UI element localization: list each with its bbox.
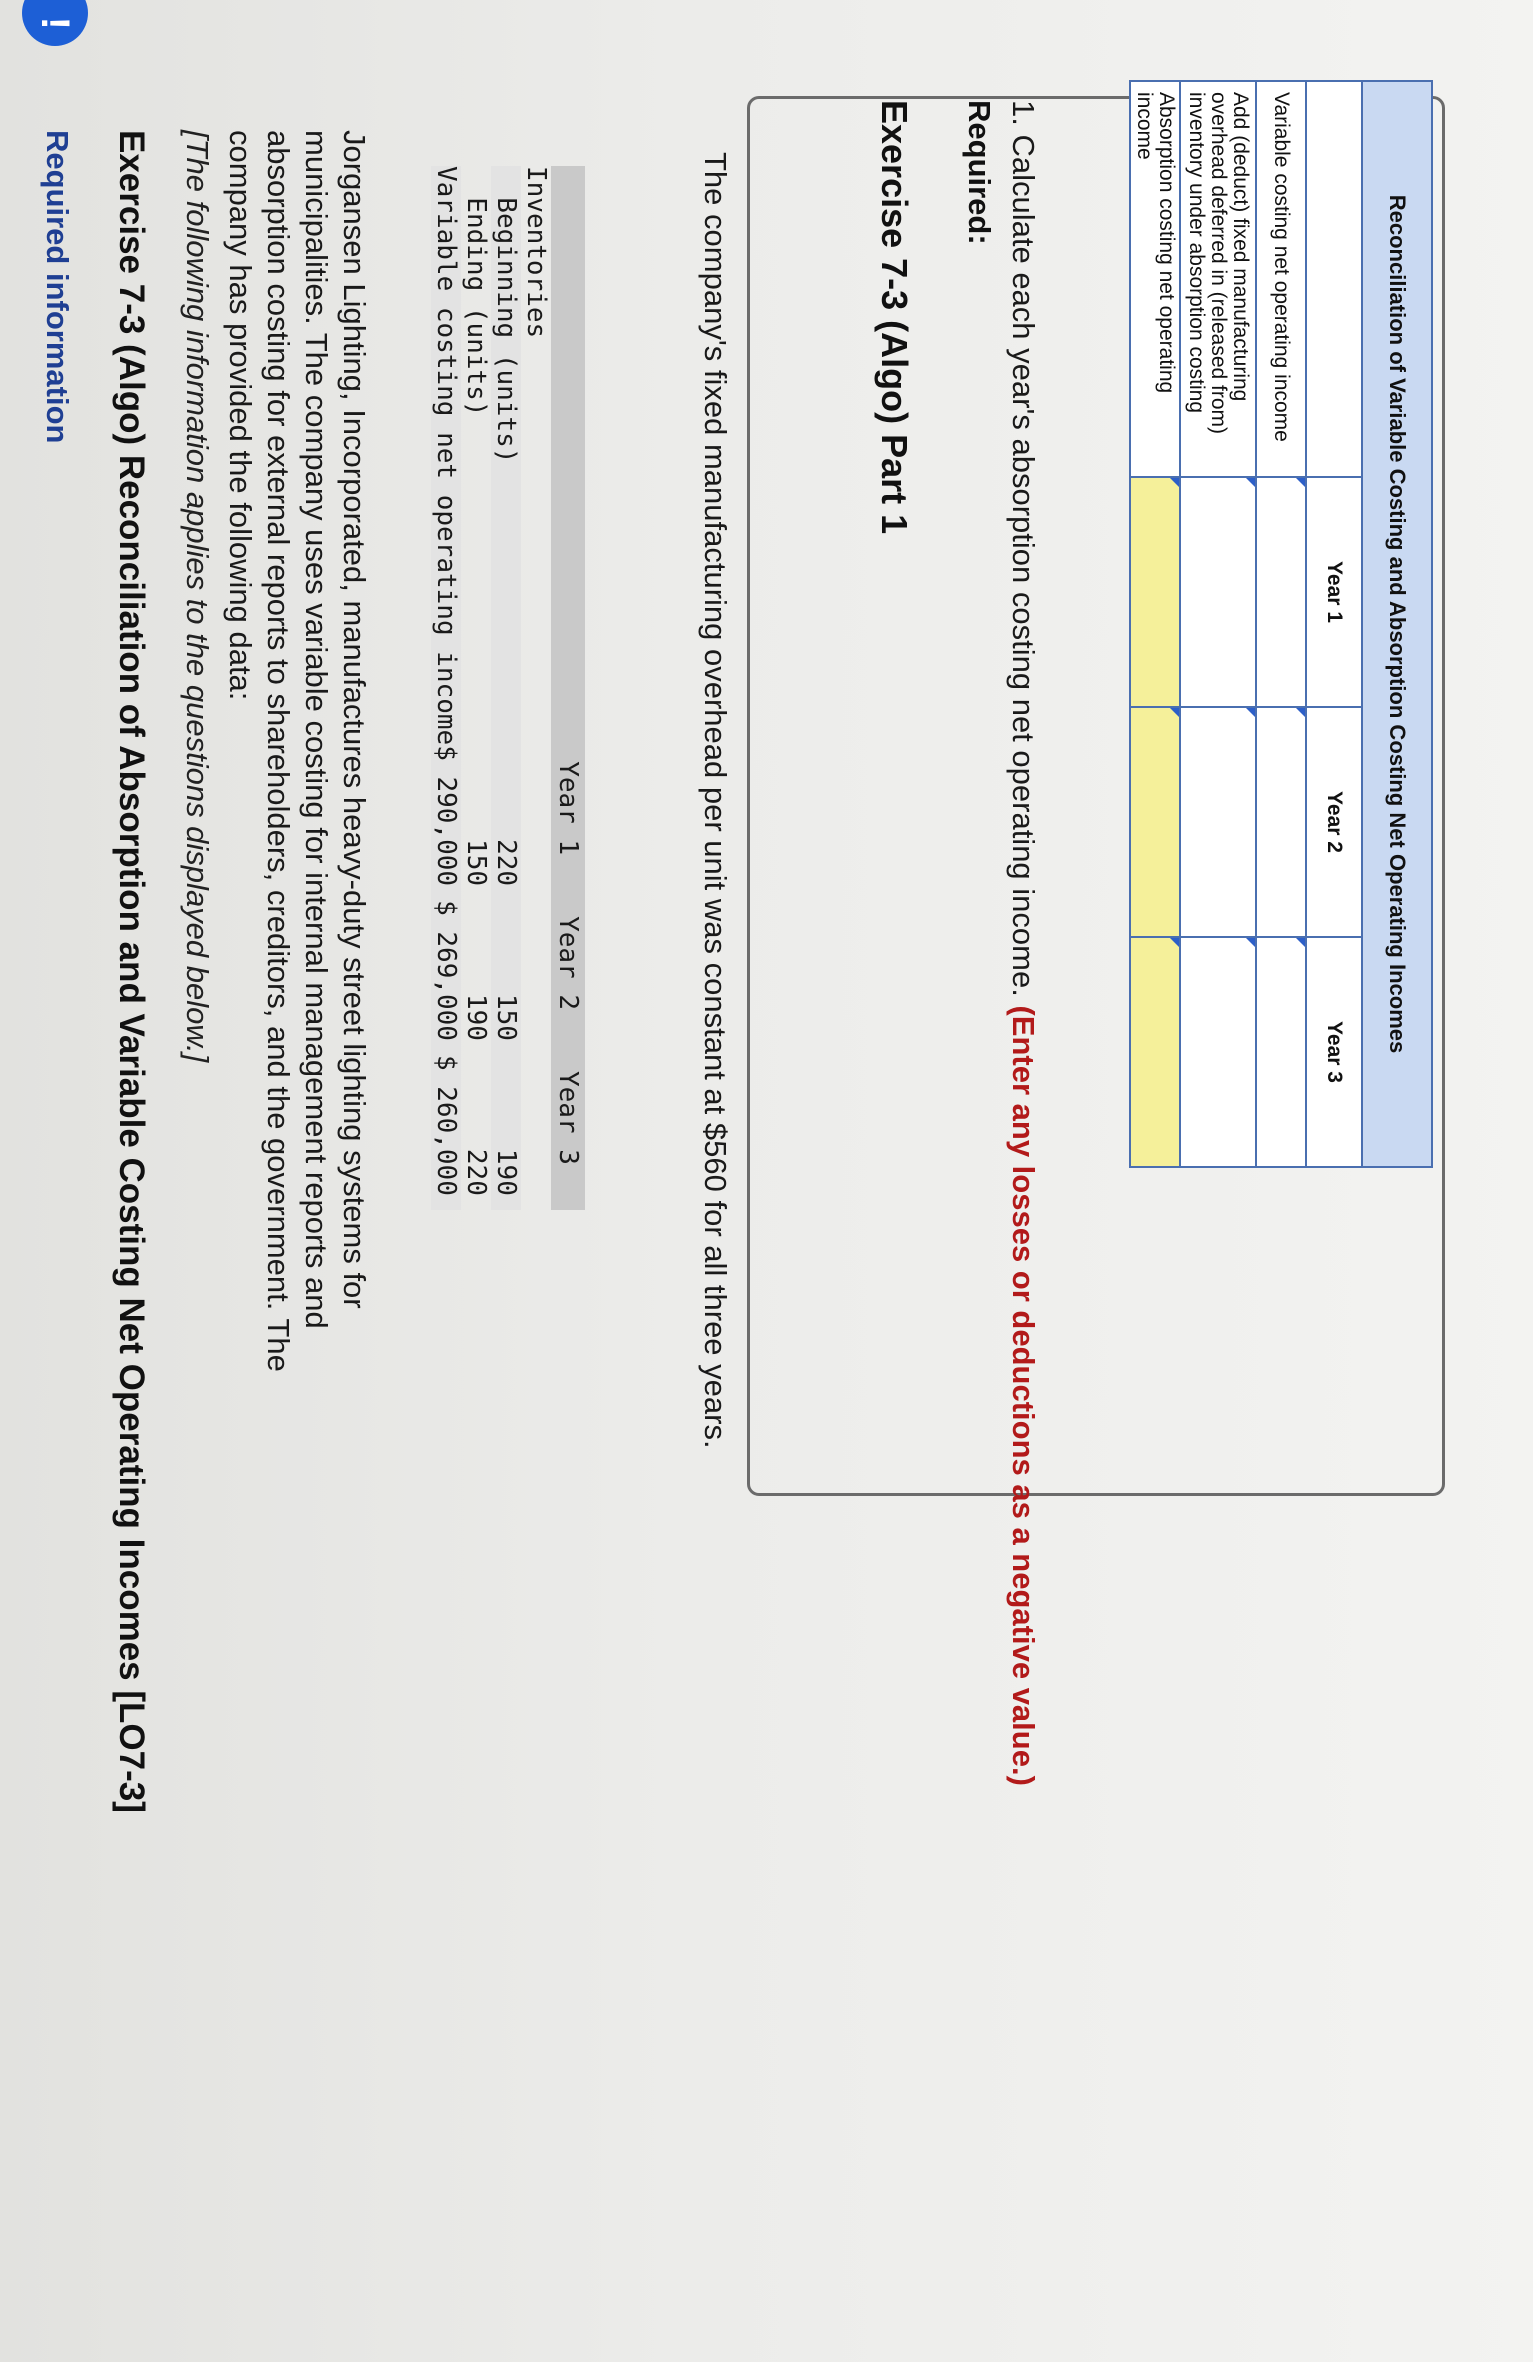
row-label: Add (deduct) fixed manufacturing overhead deferred in (released from) inventory under absorption costing xyxy=(1180,81,1256,477)
row-value: 190 xyxy=(491,1055,521,1210)
row-label: Inventories xyxy=(521,166,551,339)
exercise-title: Exercise 7-3 (Algo) Reconciliation of Absorption and Variable Costing Net Operating Incomes [LO7-3] xyxy=(112,130,151,1813)
row-value: 220 xyxy=(461,1148,491,1196)
alert-icon[interactable]: ! xyxy=(22,0,88,46)
recon-col-year1: Year 1 xyxy=(1306,477,1362,707)
row-value xyxy=(521,1055,551,1210)
negative-value-instruction: (Enter any losses or deductions as a negative value.) xyxy=(1006,1005,1041,1786)
row-value: 150 xyxy=(491,900,521,1055)
ac-noi-year1-cell[interactable] xyxy=(1130,477,1180,707)
ac-noi-year2-cell[interactable] xyxy=(1130,707,1180,937)
row-label: Beginning (units) xyxy=(491,166,521,745)
fixed-overhead-note: The company's fixed manufacturing overhead per unit was constant at $560 for all three years. xyxy=(698,152,733,1449)
recon-col-year3: Year 3 xyxy=(1306,937,1362,1167)
table-row xyxy=(491,166,521,1210)
vc-noi-year2-input[interactable] xyxy=(1269,709,1294,935)
vc-noi-year3-input[interactable] xyxy=(1269,939,1294,1165)
overhead-adj-year2-input[interactable] xyxy=(1206,709,1231,935)
reconciliation-table xyxy=(1129,80,1433,1168)
ac-noi-year3-input[interactable] xyxy=(1143,939,1168,1165)
row-value: $ 260,000 xyxy=(431,1055,461,1210)
data-table-header xyxy=(551,166,585,1210)
recon-col-year2: Year 2 xyxy=(1306,707,1362,937)
required-label: Required: xyxy=(962,100,997,245)
reconciliation-title-row xyxy=(1362,81,1432,1167)
overhead-adj-year3-input[interactable] xyxy=(1206,939,1231,1165)
exercise-subtitle: [The following information applies to the questions displayed below.] xyxy=(180,130,215,1063)
overhead-adj-year3-cell[interactable] xyxy=(1180,937,1256,1167)
data-col-year3: Year 3 xyxy=(551,1055,585,1210)
required-question: 1. Calculate each year's absorption costing net operating income. xyxy=(1006,100,1041,997)
data-col-year1: Year 1 xyxy=(551,745,585,900)
required-text xyxy=(1005,100,1041,1786)
required-information-heading: Required information xyxy=(40,130,75,444)
ac-noi-year3-cell[interactable] xyxy=(1130,937,1180,1167)
table-row xyxy=(1130,81,1180,1167)
exercise-description: Jorgansen Lighting, Incorporated, manufactures heavy-duty street lighting systems for municipalities. The company uses variable costing for internal management reports and absorption costing for external reports to shareholders, creditors, and the government. The company has provided the following data: xyxy=(223,130,372,1372)
row-value: 150 xyxy=(461,839,491,887)
data-table xyxy=(431,166,585,1210)
row-value xyxy=(521,900,551,1055)
row-label: Absorption costing net operating income xyxy=(1130,81,1180,477)
vc-noi-year2-cell[interactable] xyxy=(1256,707,1306,937)
overhead-adj-year1-cell[interactable] xyxy=(1180,477,1256,707)
part-title: Exercise 7-3 (Algo) Part 1 xyxy=(874,100,915,535)
reconciliation-header-row xyxy=(1306,81,1362,1167)
row-label: Variable costing net operating income xyxy=(431,166,461,746)
vc-noi-year3-cell[interactable] xyxy=(1256,937,1306,1167)
data-table-corner xyxy=(551,166,585,745)
overhead-adj-year1-input[interactable] xyxy=(1206,479,1231,705)
overhead-adj-year2-cell[interactable] xyxy=(1180,707,1256,937)
table-row xyxy=(461,166,491,1210)
row-value xyxy=(521,745,551,900)
reconciliation-title: Reconciliation of Variable Costing and Absorption Costing Net Operating Incomes xyxy=(1362,81,1432,1167)
row-label: Ending (units) xyxy=(461,166,491,417)
vc-noi-year1-cell[interactable] xyxy=(1256,477,1306,707)
row-value: $ 269,000 xyxy=(431,900,461,1055)
row-value: 220 xyxy=(491,745,521,900)
ac-noi-year1-input[interactable] xyxy=(1143,479,1168,705)
row-label: Variable costing net operating income xyxy=(1256,81,1306,477)
row-value: 190 xyxy=(461,994,491,1041)
table-row xyxy=(1180,81,1256,1167)
table-row xyxy=(1256,81,1306,1167)
row-value: $ 290,000 xyxy=(431,745,461,900)
data-col-year2: Year 2 xyxy=(551,900,585,1055)
ac-noi-year2-input[interactable] xyxy=(1143,709,1168,935)
table-row xyxy=(521,166,551,1210)
table-row xyxy=(431,166,461,1210)
vc-noi-year1-input[interactable] xyxy=(1269,479,1294,705)
reconciliation-corner xyxy=(1306,81,1362,477)
